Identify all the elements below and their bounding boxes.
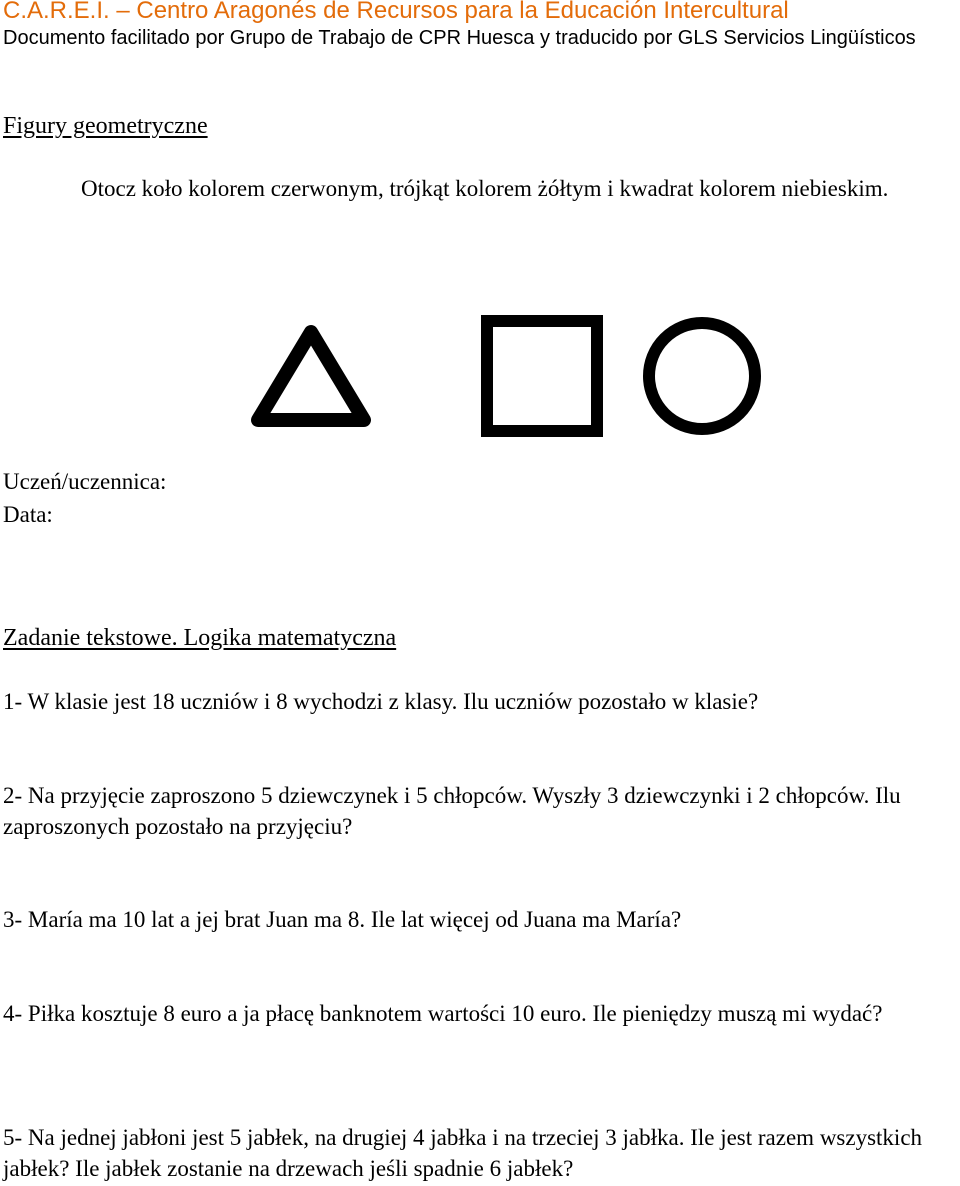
header-subtitle: Documento facilitado por Grupo de Trabajo de CPR Huesca y traducido por GLS Servicios Lingüísticos: [3, 27, 916, 49]
circle-shape: [641, 315, 763, 437]
problem-5: 5- Na jednej jabłoni jest 5 jabłek, na drugiej 4 jabłka i na trzeciej 3 jabłka. Ile jest razem wszystkich jabłek? Ile jabłek zostanie na drzewach jeśli spadnie 6 jabłek?: [3, 1125, 923, 1181]
instruction-text: Otocz koło kolorem czerwonym, trójkąt kolorem żółtym i kwadrat kolorem niebieskim.: [81, 176, 889, 201]
problem-1: 1- W klasie jest 18 uczniów i 8 wychodzi z klasy. Ilu uczniów pozostało w klasie?: [3, 689, 759, 714]
problem-4: 4- Piłka kosztuje 8 euro a ja płacę banknotem wartości 10 euro. Ile pieniędzy muszą mi wydać?: [3, 1001, 883, 1026]
student-name-label: Uczeń/uczennica:: [3, 469, 167, 494]
problem-2: 2- Na przyjęcie zaproszono 5 dziewczynek i 5 chłopców. Wyszły 3 dziewczynki i 2 chłopców. Ilu zaproszonych pozostało na przyjęciu?: [3, 783, 901, 839]
header-title: C.A.R.E.I. – Centro Aragonés de Recursos para la Educación Intercultural: [3, 0, 789, 24]
square-shape: [481, 315, 603, 437]
date-label: Data:: [3, 502, 53, 527]
section-title-word-problems: Zadanie tekstowe. Logika matematyczna: [3, 625, 397, 651]
triangle-shape: [245, 318, 377, 436]
problem-3: 3- María ma 10 lat a jej brat Juan ma 8. Ile lat więcej od Juana ma María?: [3, 907, 682, 932]
section-title-shapes: Figury geometryczne: [3, 113, 208, 139]
